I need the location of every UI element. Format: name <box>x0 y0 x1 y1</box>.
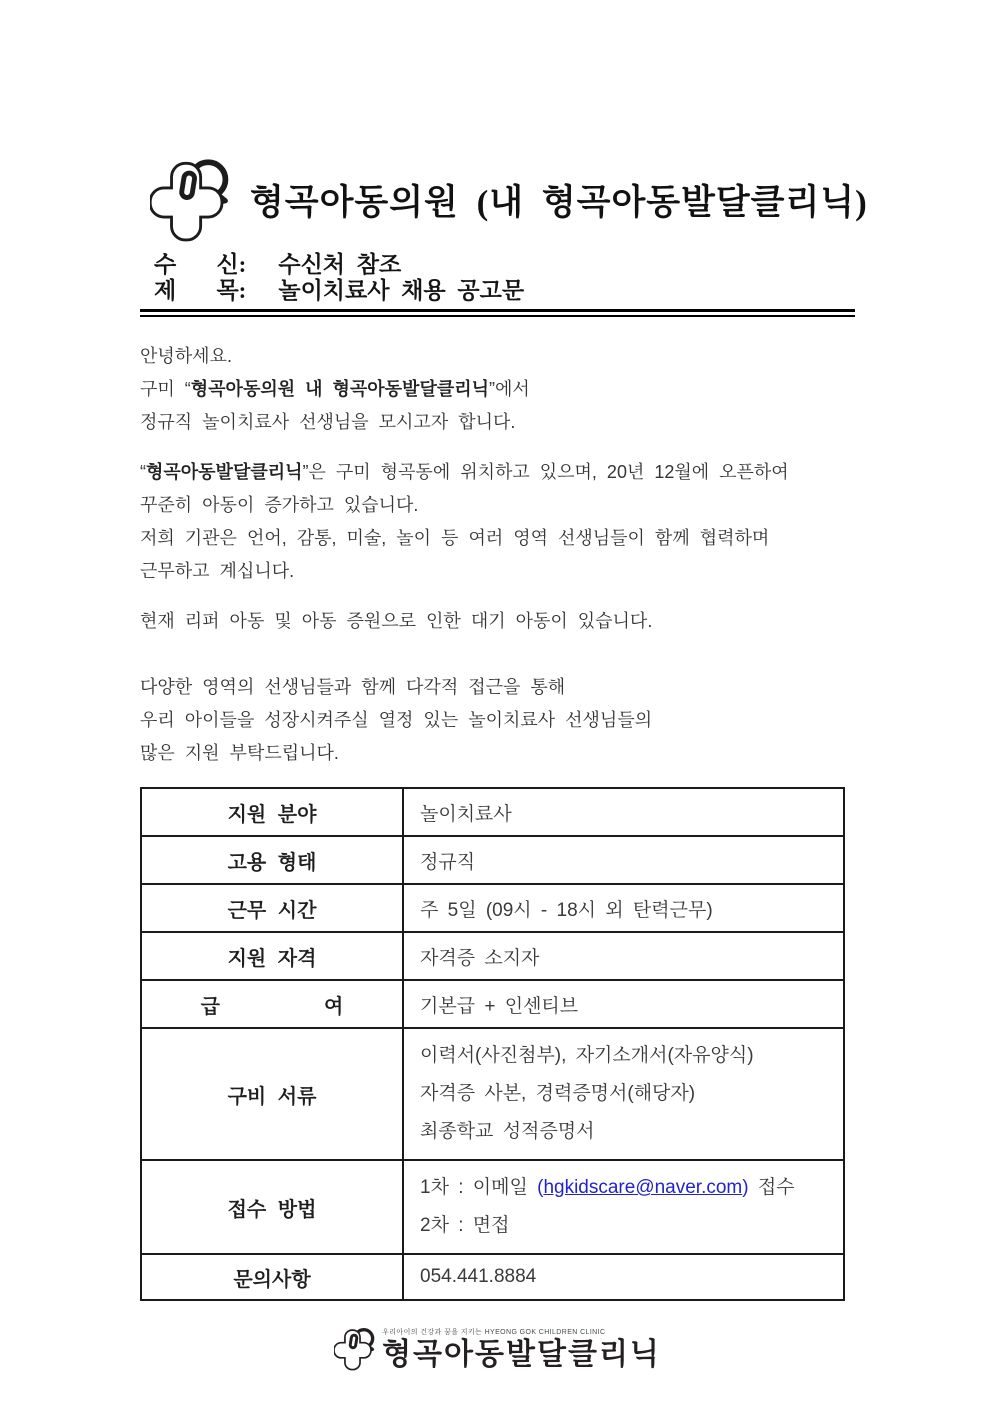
address-block <box>154 252 855 304</box>
row-label-documents: 구비 서류 <box>141 1028 403 1160</box>
clinic-cross-logo-icon <box>150 158 232 242</box>
apply-line-1 <box>420 1169 833 1207</box>
paren-close: ) <box>742 1177 749 1198</box>
row-value-work-hours: 주 5일 (09시 - 18시 외 탄력근무) <box>403 884 844 932</box>
waitlist-line: 현재 리퍼 아동 및 아동 증원으로 인한 대기 아동이 있습니다. <box>140 611 653 631</box>
paren-open: ( <box>537 1177 544 1198</box>
footer-text-column <box>382 1327 661 1371</box>
footer-tagline: 우리아이의 건강과 꿈을 지키는 HYEONG GOK CHILDREN CLINIC <box>382 1329 606 1336</box>
row-value-position: 놀이치료사 <box>403 788 844 836</box>
clinic-name-bold: 형곡아동의원 내 형곡아동발달클리닉 <box>190 379 489 399</box>
table-row <box>141 788 844 836</box>
about-line-2: 꾸준히 아동이 증가하고 있습니다. <box>140 495 419 515</box>
documents-line-3: 최종학교 성적증명서 <box>420 1121 595 1142</box>
row-label-qualification: 지원 자격 <box>141 932 403 980</box>
row-value-salary: 기본급 + 인센티브 <box>403 980 844 1028</box>
row-label-position: 지원 분야 <box>141 788 403 836</box>
table-row <box>141 932 844 980</box>
application-email-link[interactable]: hgkidscare@naver.com <box>543 1177 743 1198</box>
job-info-table <box>140 787 845 1301</box>
footer-logo-block <box>140 1327 855 1371</box>
subject-line <box>154 278 855 304</box>
intro-line-3: 정규직 놀이치료사 선생님을 모시고자 합니다. <box>140 412 516 432</box>
clinic-short-name-bold: 형곡아동발달클리닉 <box>146 462 303 482</box>
document-title: 형곡아동의원 (내 형곡아동발달클리닉) <box>250 183 868 222</box>
letter-body <box>140 340 855 770</box>
table-row <box>141 1254 844 1300</box>
invitation-line-1: 다양한 영역의 선생님들과 함께 다각적 접근을 통해 <box>140 677 566 697</box>
table-row <box>141 980 844 1028</box>
subject-label: 제 목: <box>154 278 247 303</box>
paragraph-waitlist <box>140 605 855 638</box>
footer-clinic-wordmark: 형곡아동발달클리닉 <box>382 1338 661 1371</box>
table-row <box>141 884 844 932</box>
intro-line-suffix: ”에서 <box>489 379 530 399</box>
documents-line-1: 이력서(사진첨부), 자기소개서(자유양식) <box>420 1045 754 1066</box>
subject-value: 놀이치료사 채용 공고문 <box>278 278 525 303</box>
paragraph-about <box>140 456 855 588</box>
intro-line-prefix: 구미 “ <box>140 379 191 399</box>
document-header <box>140 158 868 242</box>
paragraph-invitation <box>140 671 855 770</box>
table-row <box>141 1160 844 1254</box>
recipient-label: 수 신: <box>154 252 247 277</box>
row-label-contact: 문의사항 <box>141 1254 403 1300</box>
apply-line-1-suffix: 접수 <box>748 1177 795 1198</box>
row-value-contact-phone: 054.441.8884 <box>403 1254 844 1300</box>
apply-line-2: 2차 : 면접 <box>420 1215 510 1236</box>
row-label-employment-type: 고용 형태 <box>141 836 403 884</box>
row-label-work-hours: 근무 시간 <box>141 884 403 932</box>
clinic-cross-logo-icon-small <box>334 1327 376 1371</box>
table-row <box>141 836 844 884</box>
table-row <box>141 1028 844 1160</box>
about-line-3: 저희 기관은 언어, 감통, 미술, 놀이 등 여러 영역 선생님들이 함께 협력하며 <box>140 528 770 548</box>
about-line-suffix: ”은 구미 형곡동에 위치하고 있으며, 20년 12월에 오픈하여 <box>302 462 789 482</box>
row-value-how-to-apply <box>403 1160 844 1254</box>
header-divider <box>140 309 855 317</box>
about-line-4: 근무하고 계십니다. <box>140 561 295 581</box>
documents-line-2: 자격증 사본, 경력증명서(해당자) <box>420 1083 696 1104</box>
recipient-line <box>154 252 855 278</box>
recipient-value: 수신처 참조 <box>278 252 402 277</box>
about-line-prefix: “ <box>140 462 146 482</box>
paragraph-greeting <box>140 340 855 439</box>
row-label-how-to-apply: 접수 방법 <box>141 1160 403 1254</box>
apply-line-1-prefix: 1차 : 이메일 <box>420 1177 538 1198</box>
greeting-line: 안녕하세요. <box>140 346 232 366</box>
invitation-line-2: 우리 아이들을 성장시켜주실 열정 있는 놀이치료사 선생님들의 <box>140 710 653 730</box>
row-value-employment-type: 정규직 <box>403 836 844 884</box>
row-value-qualification: 자격증 소지자 <box>403 932 844 980</box>
row-label-salary: 급 여 <box>141 980 403 1028</box>
row-value-documents <box>403 1028 844 1160</box>
invitation-line-3: 많은 지원 부탁드립니다. <box>140 743 339 763</box>
